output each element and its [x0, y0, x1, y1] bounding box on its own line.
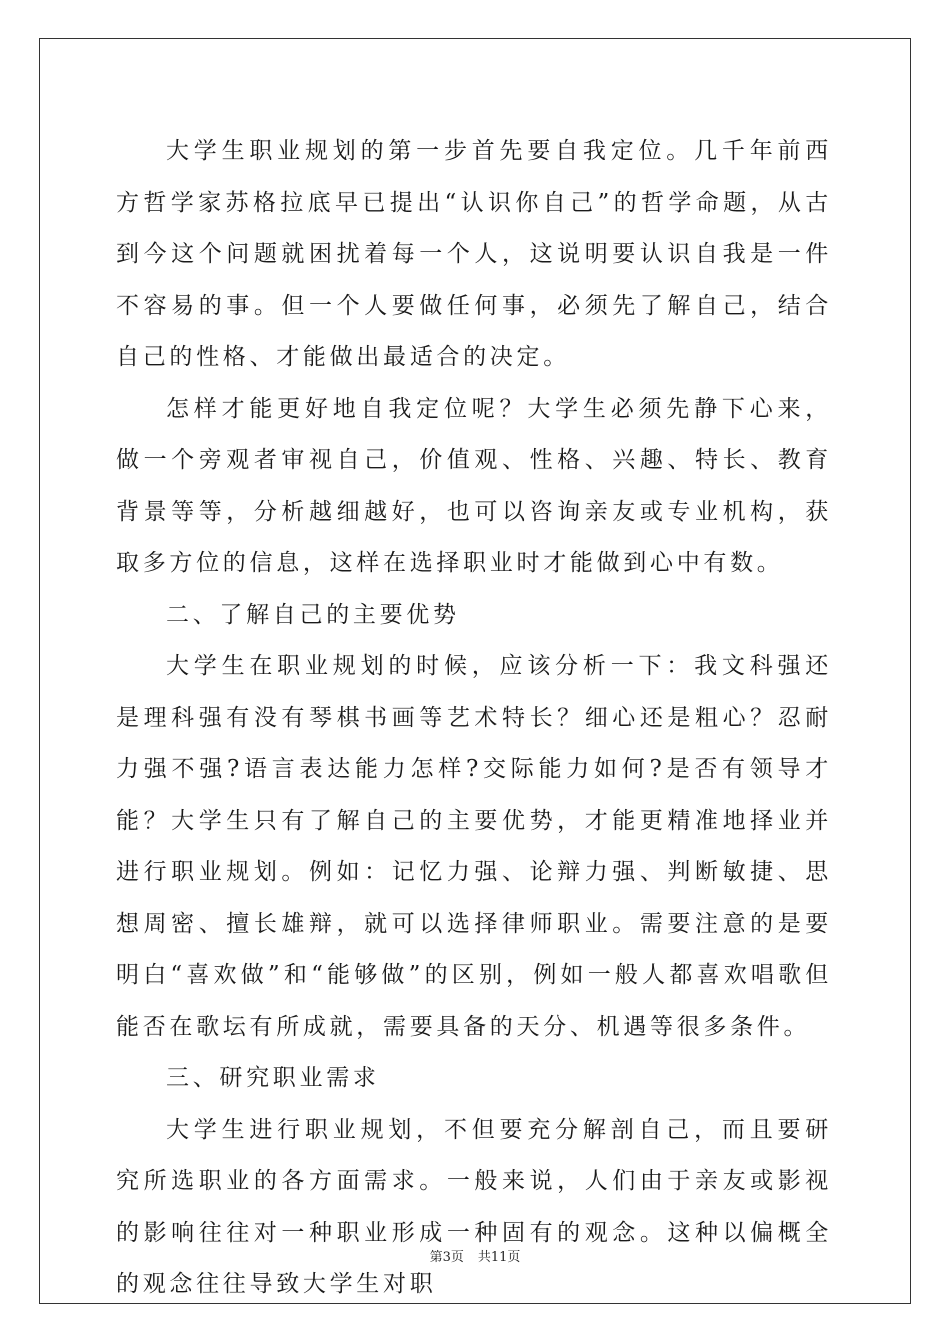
paragraph-how-to-position: 怎样才能更好地自我定位呢？大学生必须先静下心来，做一个旁观者审视自己，价值观、性格、兴趣、特长、教育背景等等，分析越细越好，也可以咨询亲友或专业机构，获取多方位的信息，这样在选择职业时才能做到心中有数。	[116, 395, 832, 576]
paragraph-self-positioning: 大学生职业规划的第一步首先要自我定位。几千年前西方哲学家苏格拉底早已提出“认识你自己”的哲学命题，从古到今这个问题就困扰着每一个人，这说明要认识自我是一件不容易的事。但一个人要做任何事，必须先了解自己，结合自己的性格、才能做出最适合的决定。	[116, 138, 832, 370]
paragraph-career-needs: 大学生进行职业规划，不但要充分解剖自己，而且要研究所选职业的各方面需求。一般来说，人们由于亲友或影视的影响往往对一种职业形成一种固有的观念。这种以偏概全的观念往往导致大学生对职	[116, 1116, 832, 1297]
page-footer	[0, 1246, 950, 1265]
paragraph-strengths: 大学生在职业规划的时候，应该分析一下：我文科强还是理科强有没有琴棋书画等艺术特长？细心还是粗心？忍耐力强不强?语言表达能力怎样?交际能力如何?是否有领导才能？大学生只有了解自己的主要优势，才能更精准地择业并进行职业规划。例如：记忆力强、论辩力强、判断敏捷、思想周密、擅长雄辩，就可以选择律师职业。需要注意的是要明白“喜欢做”和“能够做”的区别，例如一般人都喜欢唱歌但能否在歌坛有所成就，需要具备的天分、机遇等很多条件。	[116, 653, 832, 1040]
section-heading-career-needs: 三、研究职业需求	[166, 1065, 380, 1091]
page-total: 共11页	[477, 1250, 521, 1265]
section-heading-strengths: 二、了解自己的主要优势	[166, 601, 460, 628]
document-body	[116, 126, 832, 1311]
page-number: 第3页	[429, 1250, 464, 1265]
